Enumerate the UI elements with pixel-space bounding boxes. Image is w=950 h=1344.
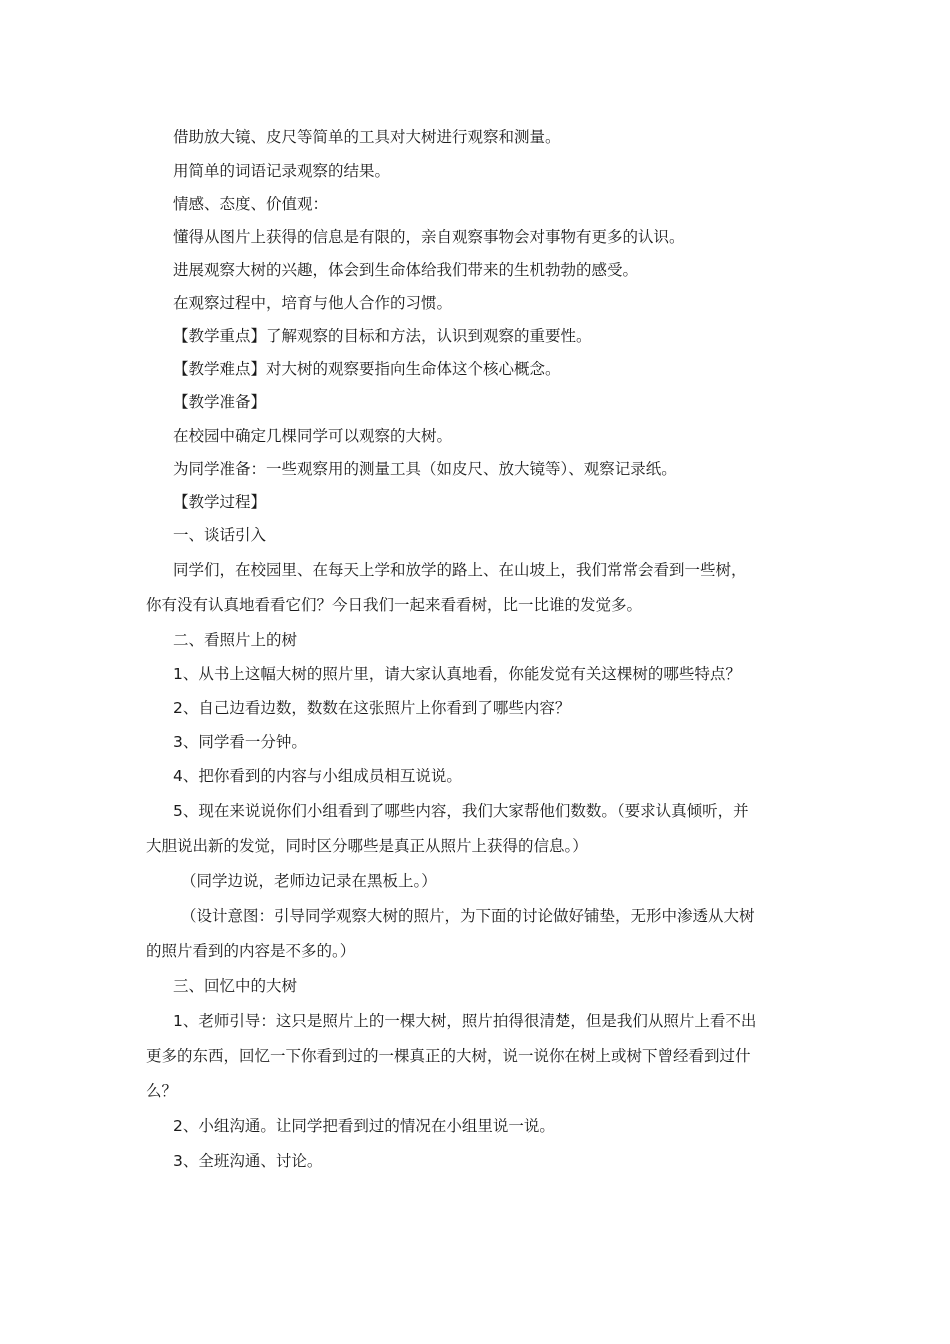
text-line: （同学边说，老师边记录在黑板上。）	[181, 872, 437, 890]
text-line: 3、同学看一分钟。	[173, 733, 307, 751]
text-line: 么？	[146, 1082, 178, 1100]
text-line: 1、从书上这幅大树的照片里，请大家认真地看，你能发觉有关这棵树的哪些特点？	[173, 665, 741, 683]
text-line: 在观察过程中，培育与他人合作的习惯。	[173, 294, 453, 312]
text-line: 的照片看到的内容是不多的。）	[146, 942, 356, 960]
section-heading: 【教学过程】	[173, 493, 267, 511]
text-line: 2、小组沟通。让同学把看到过的情况在小组里说一说。	[173, 1117, 555, 1135]
text-line: 3、全班沟通、讨论。	[173, 1152, 323, 1170]
text-line: 在校园中确定几棵同学可以观察的大树。	[173, 427, 453, 445]
text-line: 【教学难点】对大树的观察要指向生命体这个核心概念。	[173, 360, 561, 378]
subsection-heading: 二、看照片上的树	[173, 631, 298, 649]
text-line: 懂得从图片上获得的信息是有限的，亲自观察事物会对事物有更多的认识。	[173, 228, 685, 246]
text-line: 大胆说出新的发觉，同时区分哪些是真正从照片上获得的信息。）	[146, 837, 588, 855]
subsection-heading: 三、回忆中的大树	[173, 977, 298, 995]
text-line: 你有没有认真地看看它们？今日我们一起来看看树，比一比谁的发觉多。	[146, 596, 643, 614]
text-line: 【教学重点】了解观察的目标和方法，认识到观察的重要性。	[173, 327, 592, 345]
text-line: 同学们，在校园里、在每天上学和放学的路上、在山坡上，我们常常会看到一些树，	[173, 561, 747, 579]
text-line: 4、把你看到的内容与小组成员相互说说。	[173, 767, 462, 785]
subsection-heading: 一、谈话引入	[173, 526, 267, 544]
text-line: 用简单的词语记录观察的结果。	[173, 162, 391, 180]
text-line: 情感、态度、价值观：	[173, 195, 329, 213]
text-line: 5、现在来说说你们小组看到了哪些内容，我们大家帮他们数数。（要求认真倾听，并	[173, 802, 749, 820]
section-heading: 【教学准备】	[173, 393, 267, 411]
text-line: 更多的东西，回忆一下你看到过的一棵真正的大树，说一说你在树上或树下曾经看到过什	[146, 1047, 751, 1065]
text-line: 1、老师引导：这只是照片上的一棵大树，照片拍得很清楚，但是我们从照片上看不出	[173, 1012, 757, 1030]
text-line: 借助放大镜、皮尺等简单的工具对大树进行观察和测量。	[173, 128, 561, 146]
text-line: （设计意图：引导同学观察大树的照片，为下面的讨论做好铺垫，无形中渗透从大树	[181, 907, 755, 925]
text-line: 为同学准备：一些观察用的测量工具（如皮尺、放大镜等）、观察记录纸。	[173, 460, 677, 478]
text-line: 2、自己边看边数，数数在这张照片上你看到了哪些内容？	[173, 699, 571, 717]
text-line: 进展观察大树的兴趣，体会到生命体给我们带来的生机勃勃的感受。	[173, 261, 639, 279]
